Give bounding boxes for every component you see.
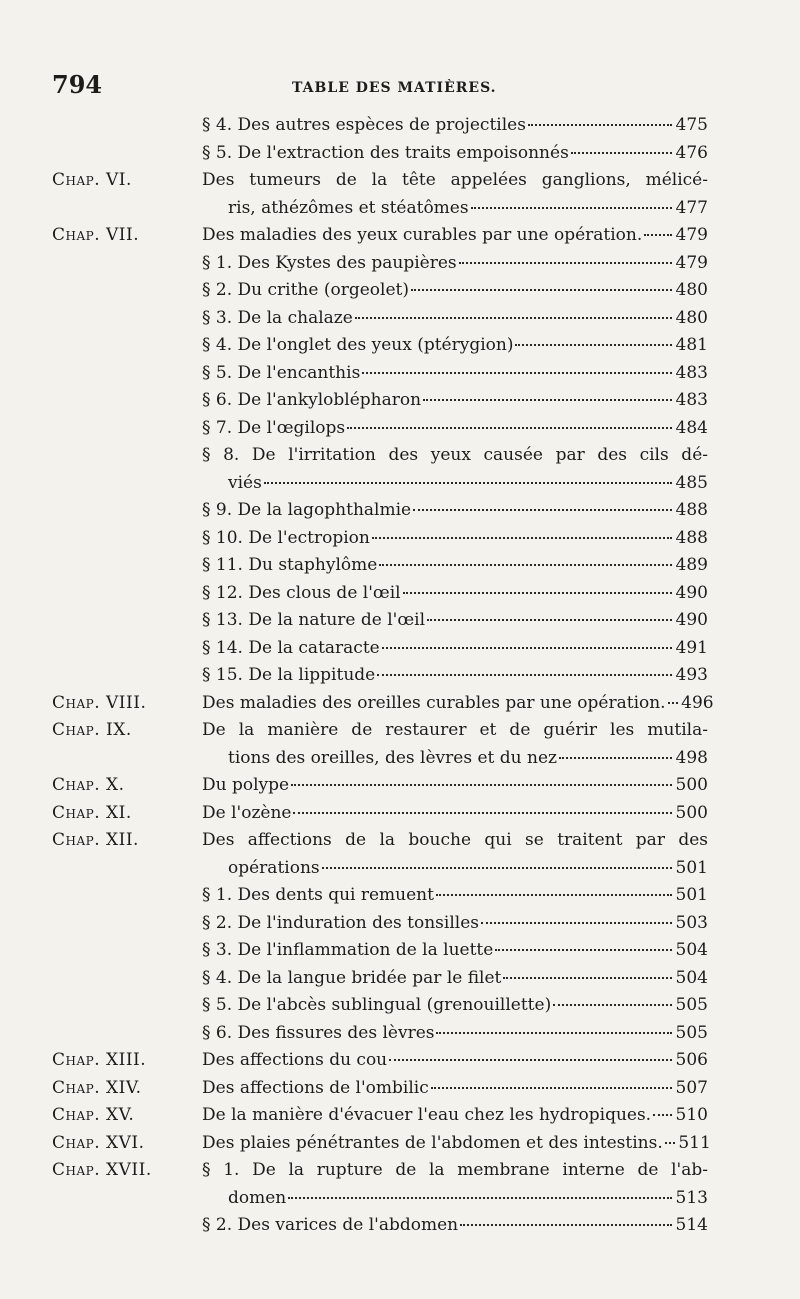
dot-leader [668,702,678,704]
entry-title-line: opérations [228,857,320,878]
page-ref: 480 [675,307,708,328]
page-ref: 501 [675,885,708,905]
toc-entry [52,580,708,608]
entry-title-line: § 10. De l'ectropion [202,527,370,548]
entry-title-line: Des affections du cou [202,1050,388,1070]
toc-entry [52,250,708,278]
toc-entry [52,772,708,800]
entry-title-line: § 12. Des clous de l'œil [202,582,401,603]
dot-leader [481,922,672,924]
chapter-label: Chap. VI. [52,170,132,190]
entry-title-line: Des plaies pénétrantes de l'abdomen et des intestins. [202,1132,663,1153]
dot-leader [379,564,672,566]
entry-title-line: § 4. De la langue bridée par le filet [202,967,502,988]
entry-title-line: Des affections de l'ombilic [202,1077,429,1098]
toc-entry [52,965,708,993]
entry-title-line: De l'ozène [202,802,292,823]
dot-leader [553,1004,672,1006]
dot-leader [411,289,672,291]
chapter-label: Chap. XI. [52,802,132,823]
toc-entry [52,332,708,360]
dot-leader [423,399,672,401]
dot-leader [362,372,672,374]
dot-leader [403,592,672,594]
dot-leader [288,1197,672,1199]
entry-title-line: § 5. De l'abcès sublingual (grenouillette) [202,995,552,1015]
page-ref: 483 [675,362,708,383]
entry-title-line: § 4. Des autres espèces de projectiles [202,115,526,135]
entry-title-line: § 2. Des varices de l'abdomen [202,1215,459,1235]
dot-leader [264,482,672,484]
entry-title-line: § 7. De l'œgilops [202,417,346,438]
entry-title-line: De la manière d'évacuer l'eau chez les hydropiques. [202,1105,652,1125]
entry-title-line: § 5. De l'extraction des traits empoisonnés [202,142,569,163]
entry-title-line: § 1. Des dents qui remuent [202,885,434,905]
page-ref: 476 [675,142,708,163]
toc-entry [52,635,708,663]
toc-entry [52,1130,711,1158]
page-ref: 493 [675,665,708,685]
dot-leader [347,427,672,429]
toc-entry [52,1075,708,1103]
entry-title-line: § 6. De l'ankyloblépharon [202,390,422,410]
page-ref: 490 [675,582,708,603]
page-header [52,70,708,104]
toc-entry [52,222,708,250]
page-ref: 480 [675,280,708,300]
page-ref: 510 [675,1105,708,1125]
dot-leader [382,647,672,649]
dot-leader [291,784,672,786]
chapter-label: Chap. XII. [52,830,139,850]
toc-entry [52,662,708,690]
chapter-label: Chap. IX. [52,720,132,740]
page-ref: 488 [675,527,708,548]
dot-leader [515,344,672,346]
toc-entry [52,442,708,497]
page-ref: 504 [675,967,708,988]
dot-leader [665,1142,675,1144]
toc-entry [52,497,708,525]
dot-leader [503,977,672,979]
dot-leader [322,867,672,869]
page-ref: 491 [675,637,708,658]
entry-title-line: § 2. Du crithe (orgeolet) [202,280,409,300]
toc-entry [52,937,708,965]
dot-leader [559,757,672,759]
toc-entry [52,882,708,910]
dot-leader [644,234,672,236]
page-ref: 496 [681,692,714,713]
page-ref: 488 [675,500,708,520]
toc-entry [52,910,708,938]
entry-title-line: Des affections de la bouche qui se traitent par des [202,830,708,850]
page-number: 794 [52,70,103,99]
entry-title-line: § 1. Des Kystes des paupières [202,252,457,273]
chapter-label: Chap. XV. [52,1105,135,1125]
dot-leader [460,1224,672,1226]
toc-entry [52,305,708,333]
toc-entry [52,717,708,772]
entry-title-line: § 5. De l'encanthis [202,362,361,383]
entry-title-line: De la manière de restaurer et de guérir les mutila- [202,720,708,740]
toc-entry [52,1212,708,1240]
toc-entry [52,827,708,882]
dot-leader [389,1059,672,1061]
entry-title-line: § 15. De la lippitude [202,665,376,685]
table-of-contents [52,112,714,1240]
entry-title-line: § 8. De l'irritation des yeux causée par des cils dé- [202,445,708,465]
page-ref: 505 [675,1022,708,1043]
toc-entry [52,112,708,140]
entry-title-line: § 3. De la chalaze [202,307,353,328]
page-ref: 484 [675,417,708,438]
entry-title-line: Des tumeurs de la tête appelées ganglions, mélicé- [202,170,708,190]
entry-title-line: § 14. De la cataracte [202,637,380,658]
page-ref: 506 [675,1050,708,1070]
chapter-label: Chap. XVII. [52,1160,152,1180]
page-ref: 481 [675,335,708,355]
chapter-label: Chap. VIII. [52,692,147,713]
toc-entry [52,277,708,305]
page-ref: 485 [675,472,708,493]
chapter-label: Chap. XVI. [52,1132,145,1153]
toc-entry [52,387,708,415]
entry-title-line: ris, athézômes et stéatômes [228,197,469,218]
entry-title-line: Des maladies des yeux curables par une opération. [202,225,643,245]
dot-leader [436,1032,672,1034]
page-ref: 514 [675,1215,708,1235]
toc-entry [52,992,708,1020]
toc-entry [52,167,708,222]
page-ref: 475 [675,115,708,135]
toc-entry [52,1047,708,1075]
entry-title-line: viés [228,472,262,493]
page-ref: 500 [675,775,708,795]
toc-entry [52,607,708,635]
page-ref: 489 [675,555,708,575]
entry-title-line: Des maladies des oreilles curables par une opération. [202,692,666,713]
toc-entry [52,525,708,553]
toc-entry [52,1157,708,1212]
toc-entry [52,140,708,168]
page-ref: 477 [675,197,708,218]
toc-entry [52,1020,708,1048]
dot-leader [431,1087,672,1089]
chapter-label: Chap. VII. [52,225,140,245]
chapter-label: Chap. XIV. [52,1077,142,1098]
dot-leader [495,949,672,951]
dot-leader [653,1114,672,1116]
page-ref: 503 [675,912,708,933]
entry-title-line: § 4. De l'onglet des yeux (ptérygion) [202,335,514,355]
page-ref: 504 [675,940,708,960]
entry-title-line: Du polype [202,775,290,795]
dot-leader [459,262,672,264]
running-title: TABLE DES MATIÈRES. [292,80,497,96]
page-ref: 507 [675,1077,708,1098]
toc-entry [52,1102,708,1130]
page-ref: 490 [675,610,708,630]
entry-title-line: § 3. De l'inflammation de la luette [202,940,494,960]
page-ref: 479 [675,252,708,273]
dot-leader [427,619,672,621]
page-ref: 498 [675,747,708,768]
page-ref: 500 [675,802,708,823]
page-ref: 479 [675,225,708,245]
dot-leader [413,509,672,511]
page-ref: 513 [675,1187,708,1208]
entry-title-line: § 1. De la rupture de la membrane interne de l'ab- [202,1160,708,1180]
entry-title-line: § 11. Du staphylôme [202,555,378,575]
entry-title-line: tions des oreilles, des lèvres et du nez [228,747,557,768]
dot-leader [471,207,672,209]
toc-entry [52,415,708,443]
entry-title-line: § 6. Des fissures des lèvres [202,1022,435,1043]
entry-title-line: domen [228,1187,287,1208]
dot-leader [571,152,672,154]
toc-entry [52,360,708,388]
page-ref: 501 [675,857,708,878]
dot-leader [355,317,672,319]
entry-title-line: § 13. De la nature de l'œil [202,610,426,630]
toc-entry [52,552,708,580]
dot-leader [293,812,672,814]
dot-leader [372,537,672,539]
toc-entry [52,690,714,718]
chapter-label: Chap. XIII. [52,1050,147,1070]
entry-title-line: § 9. De la lagophthalmie [202,500,412,520]
dot-leader [436,894,672,896]
dot-leader [377,674,672,676]
toc-entry [52,800,708,828]
chapter-label: Chap. X. [52,775,125,795]
entry-title-line: § 2. De l'induration des tonsilles [202,912,479,933]
dot-leader [528,124,672,126]
page-ref: 511 [678,1132,711,1153]
page-ref: 505 [675,995,708,1015]
page-ref: 483 [675,390,708,410]
